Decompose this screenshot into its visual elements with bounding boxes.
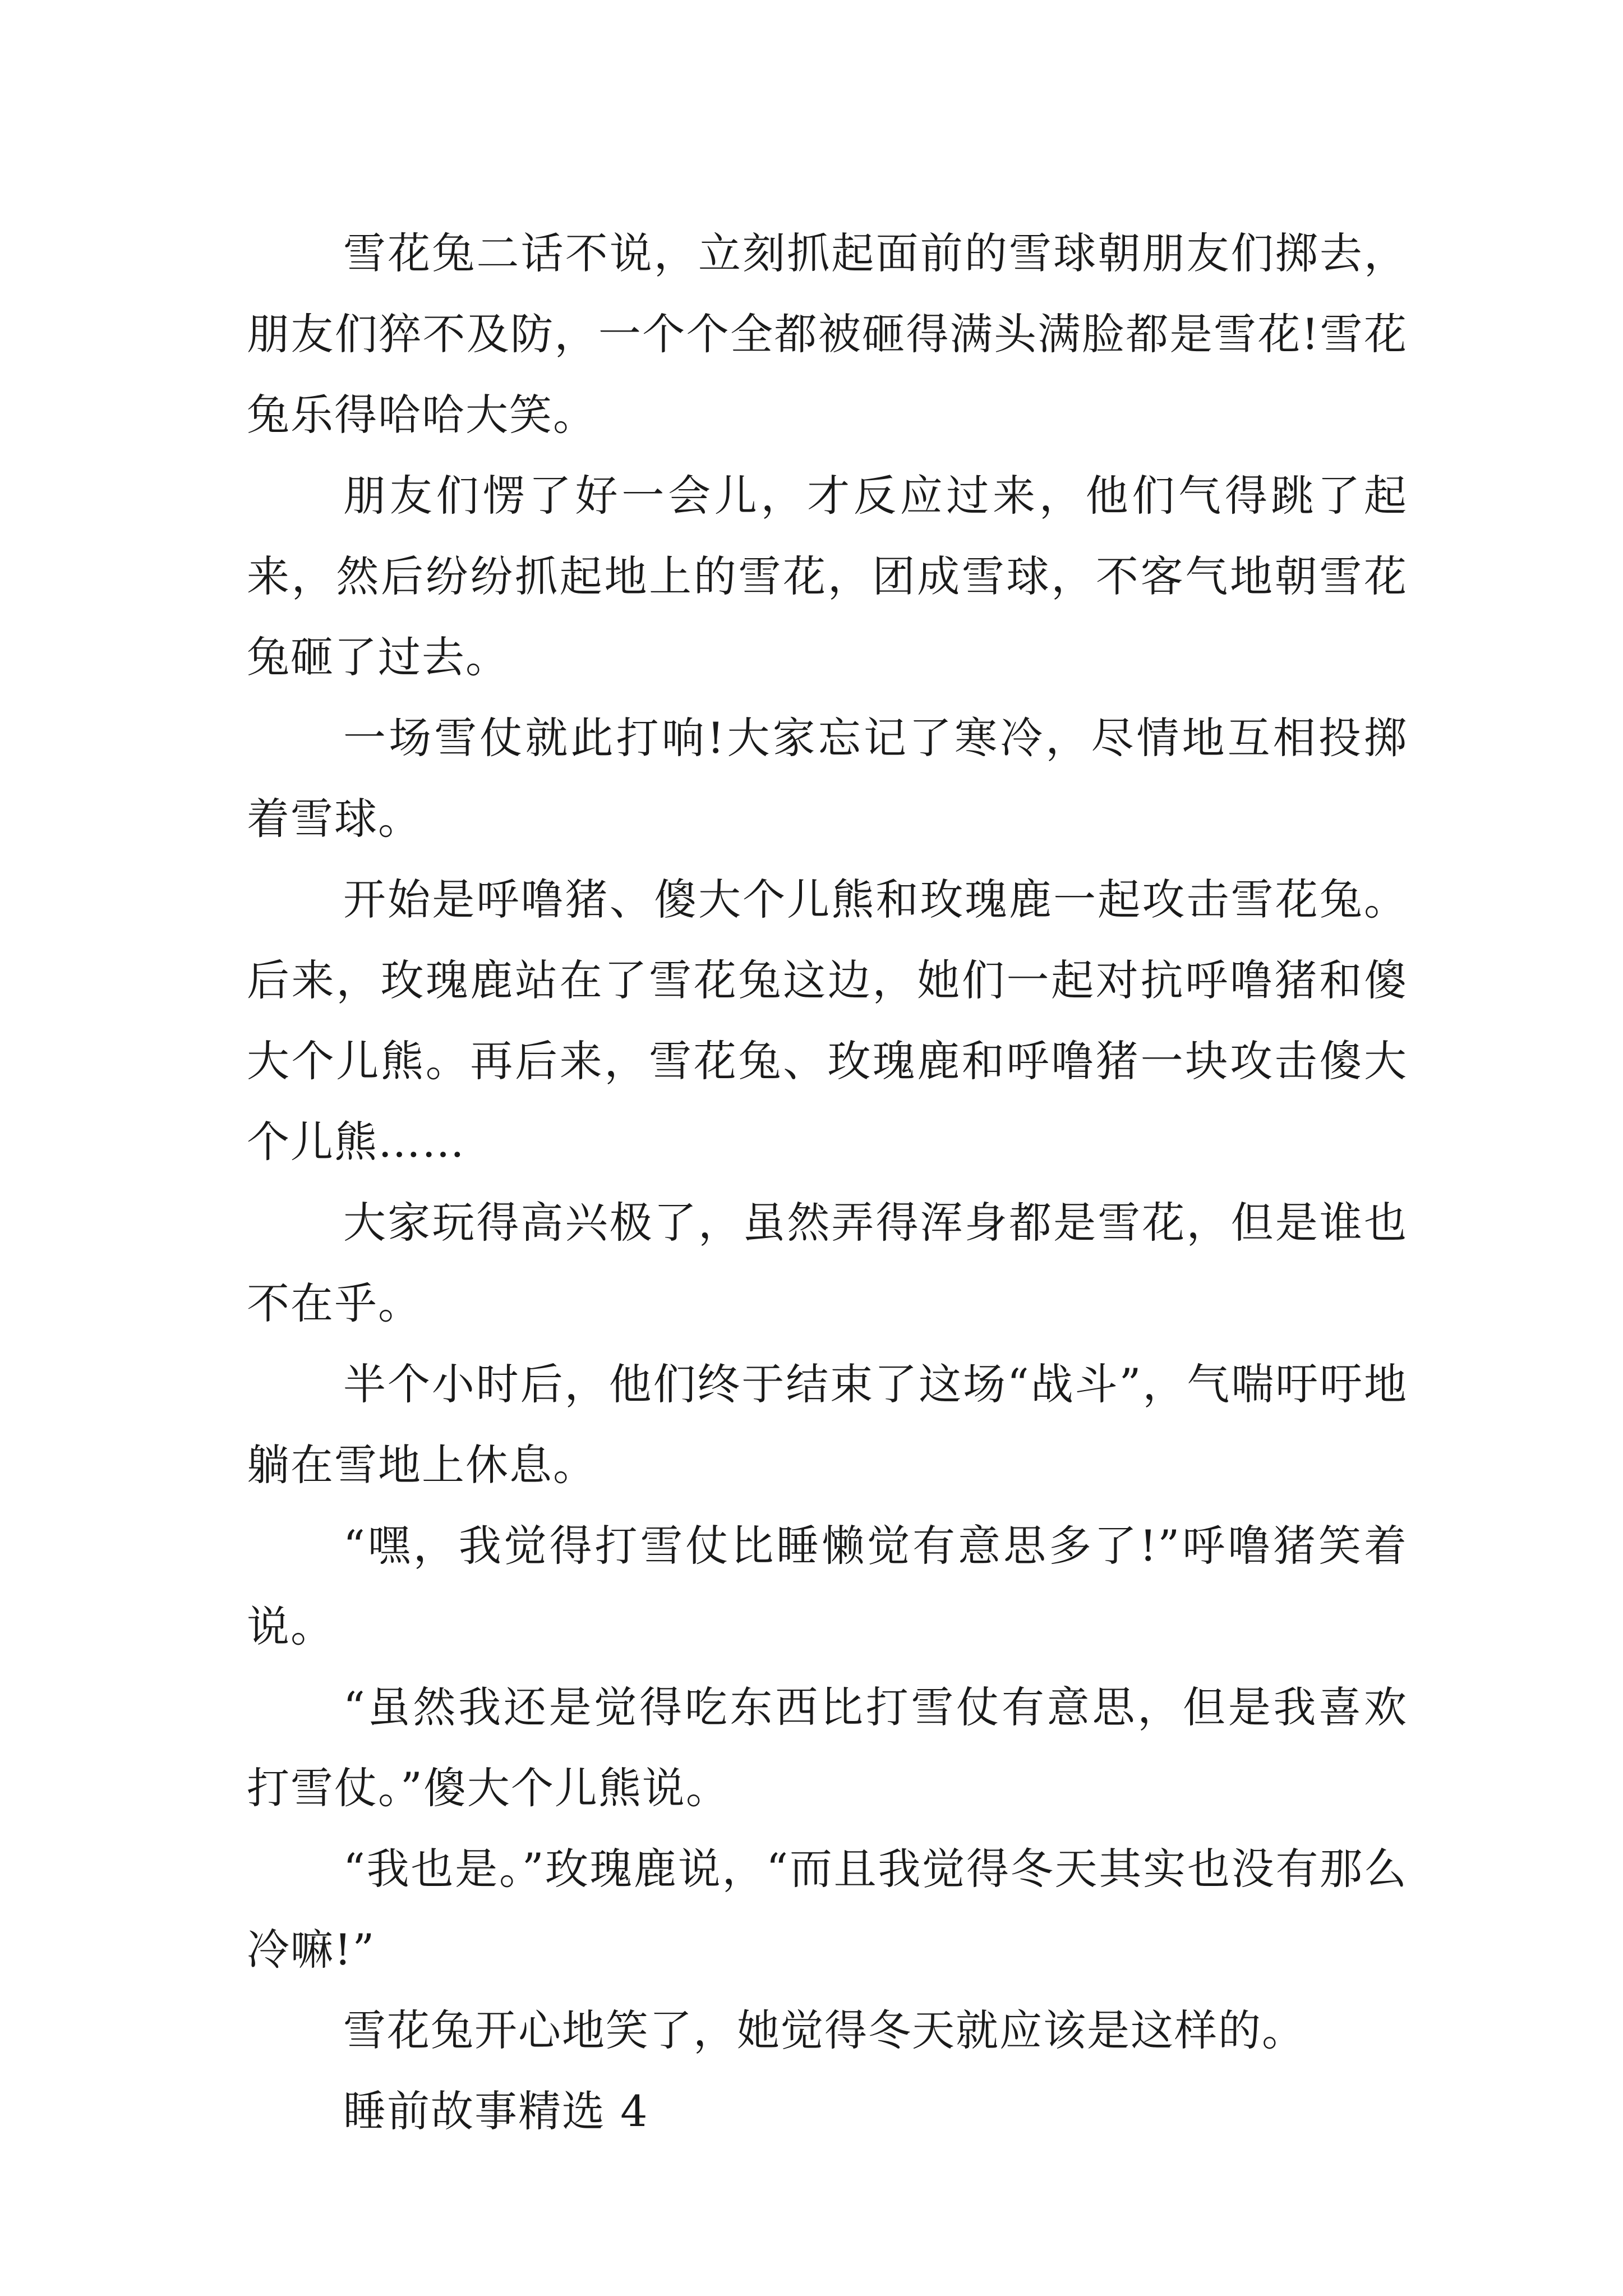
document-body bbox=[247, 213, 1408, 2152]
paragraph: 开始是呼噜猪、傻大个儿熊和玫瑰鹿一起攻击雪花兔。后来，玫瑰鹿站在了雪花兔这边，她们一起对抗呼噜猪和傻大个儿熊。再后来，雪花兔、玫瑰鹿和呼噜猪一块攻击傻大个儿熊…… bbox=[247, 875, 1408, 1167]
paragraph: 半个小时后，他们终于结束了这场“战斗”，气喘吁吁地躺在雪地上休息。 bbox=[247, 1359, 1408, 1490]
paragraph: “我也是。”玫瑰鹿说，“而且我觉得冬天其实也没有那么冷嘛!” bbox=[247, 1844, 1408, 1975]
paragraph: “虽然我还是觉得吃东西比打雪仗有意思，但是我喜欢打雪仗。”傻大个儿熊说。 bbox=[247, 1682, 1408, 1813]
paragraph: 雪花兔二话不说，立刻抓起面前的雪球朝朋友们掷去，朋友们猝不及防，一个个全都被砸得满头满脸都是雪花!雪花兔乐得哈哈大笑。 bbox=[247, 228, 1408, 440]
paragraph: 朋友们愣了好一会儿，才反应过来，他们气得跳了起来，然后纷纷抓起地上的雪花，团成雪球，不客气地朝雪花兔砸了过去。 bbox=[247, 471, 1408, 682]
paragraph: “嘿，我觉得打雪仗比睡懒觉有意思多了!”呼噜猪笑着说。 bbox=[247, 1521, 1408, 1651]
paragraph: 雪花兔开心地笑了，她觉得冬天就应该是这样的。 bbox=[343, 2005, 1306, 2055]
paragraph: 大家玩得高兴极了，虽然弄得浑身都是雪花，但是谁也不在乎。 bbox=[247, 1198, 1408, 1328]
section-heading: 睡前故事精选 4 bbox=[343, 2086, 649, 2136]
paragraph: 一场雪仗就此打响!大家忘记了寒冷，尽情地互相投掷着雪球。 bbox=[247, 713, 1408, 844]
